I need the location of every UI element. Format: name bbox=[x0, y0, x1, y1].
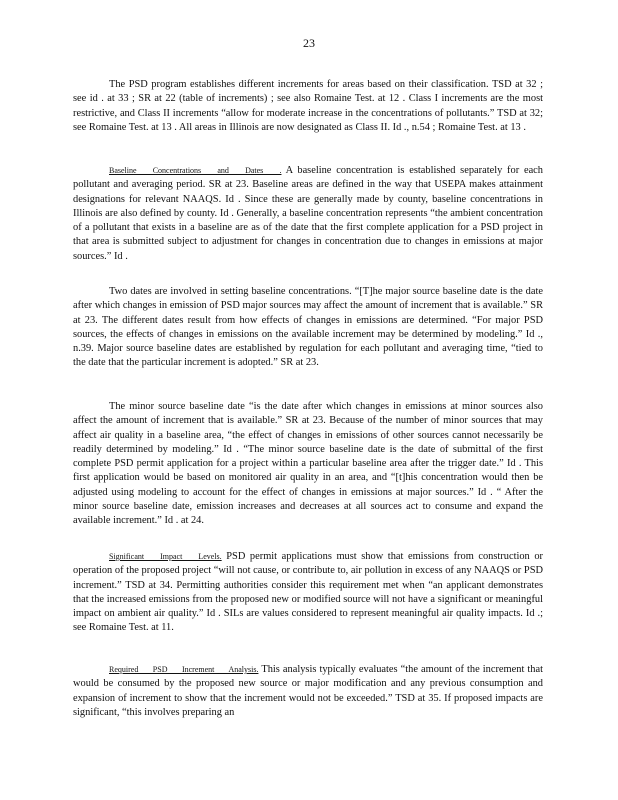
paragraph-text: A baseline concentration is established separately for each pollutant and averaging period. SR at 23. Baseline areas are defined in the way that USEPA makes attainment designations for relevant NAAQS. Id . Since these are generally made by county, baseline concentrations in Illinois are also defined by county. Id . Generally, a baseline concentration represents “the ambient concentration of a pollutant that exists in a baseline are as of the date that the first complete application for a PSD project in that area is submitted subject to adjustment for changes in concentration due to changes in emissions at major sources.” Id . bbox=[73, 165, 543, 262]
paragraph-baseline-concentrations bbox=[73, 164, 543, 264]
paragraph-increment-analysis bbox=[73, 663, 543, 720]
section-heading: Required PSD Increment Analysis. bbox=[109, 665, 259, 674]
section-heading: Significant Impact Levels. bbox=[109, 552, 222, 561]
page-number: 23 bbox=[303, 36, 315, 50]
paragraph-text: This analysis typically evaluates “the amount of the increment that would be consumed by the proposed new source or major modification and any previous consumption and expansion of increment to show that the increment would not be exceeded.” TSD at 35. If proposed impacts are significant, “this involves preparing an bbox=[73, 664, 543, 718]
paragraph-minor-source bbox=[73, 400, 543, 529]
paragraph-text: PSD permit applications must show that emissions from construction or operation of the proposed project “will not cause, or contribute to, air pollution in excess of any NAAQS or PSD increment.” TSD at 34. Permitting authorities consider this requirement met when “an applicant demonstrates that the increased emissions from the proposed new or modified source will not have a significant or meaningful impact on ambient air quality.” Id . SILs are values considered to represent meaningful air quality impacts. Id .; see Romaine Test. at 11. bbox=[73, 551, 543, 634]
paragraph-text: The PSD program establishes different increments for areas based on their classification. TSD at 32 ; see id . at 33 ; SR at 22 (table of increments) ; see also Romaine Test. at 12 . Class I increments are the most restrictive, and Class II increments “allow for moderate increase in the concentrations of pollutants.” TSD at 32; see Romaine Test. at 13 . All areas in Illinois are now designated as Class II. Id ., n.54 ; Romaine Test. at 13 . bbox=[73, 79, 543, 133]
paragraph-significant-impact bbox=[73, 550, 543, 636]
paragraph-text: The minor source baseline date “is the date after which changes in emissions at minor sources also affect the amount of increment that is available.” SR at 23. Because of the number of minor sources that may affect air quality in a baseline area, “the effect of changes in emissions of other sources cannot necessarily be readily determined by modeling.” Id . “The minor source baseline date is the date of submittal of the first complete PSD permit application for a project within a particular baseline area after the trigger date.” Id . This first application would be based on monitored air quality in an area, and “[t]his concentration would then be adjusted using modeling to account for the effect of changes in emissions at major sources.” Id . “ After the minor source baseline date, emission increases and decreases at all sources act to consume and expand the available increment.” Id . at 24. bbox=[73, 401, 543, 527]
section-heading: Baseline Concentrations and Dates . bbox=[109, 166, 282, 175]
paragraph-text: Two dates are involved in setting baseline concentrations. “[T]he major source baseline date is the date after which changes in emission of PSD major sources may affect the amount of increment that is available.” SR at 23. The different dates result from how effects of changes in emissions are determined. “For major PSD sources, the effects of changes in emissions on the available increment may be determined by modeling.” Id ., n.39. Major source baseline dates are established by regulation for each pollutant and averaging time, “tied to the date that the particular increment is adopted.” SR at 23. bbox=[73, 286, 543, 369]
paragraph-psd-program bbox=[73, 78, 543, 135]
paragraph-two-dates bbox=[73, 285, 543, 371]
